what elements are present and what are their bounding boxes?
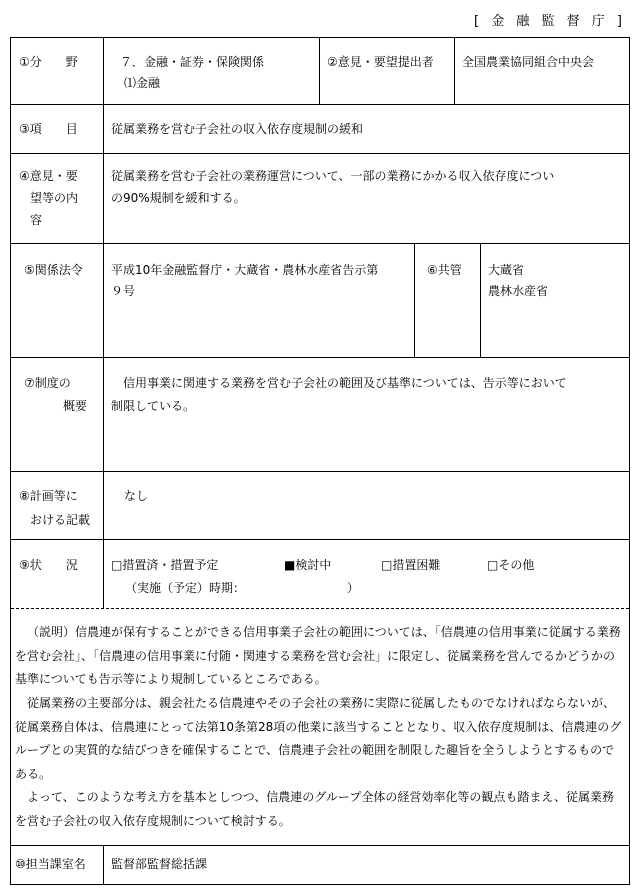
item-label: ③項 目 (19, 122, 78, 136)
request-content-label-3: 容 (30, 213, 43, 227)
field-value-line1: ７．金融・証券・保険関係 (120, 55, 265, 69)
responsible-division-label: ⑩担当課室名 (15, 857, 86, 871)
request-form-table (10, 37, 630, 885)
status-option-under-review: ■検討中 (284, 558, 332, 572)
submitter-label: ②意見・要望提出者 (327, 55, 434, 69)
column-divider (414, 243, 415, 357)
label-column-divider (103, 845, 104, 885)
system-outline-line2: 制限している。 (111, 399, 196, 413)
status-label: ⑨状 況 (19, 558, 78, 572)
plan-label-1: ⑧計画等に (19, 489, 78, 503)
field-label: ①分 野 (19, 55, 78, 69)
field-value-line2: ⑴金融 (124, 76, 161, 90)
plan-value: なし (124, 489, 149, 503)
item-value: 従属業務を営む子会社の収入依存度規制の緩和 (111, 122, 364, 136)
related-law-label: ⑤関係法令 (24, 263, 83, 277)
joint-jurisdiction-label: ⑥共管 (427, 263, 462, 277)
related-law-line1: 平成10年金融監督庁・大蔵省・農林水産省告示第 (111, 263, 379, 277)
responsible-division-value: 監督部監督総括課 (111, 857, 208, 871)
ministry-header: [ 金 融 監 督 庁 ] (474, 14, 626, 29)
row-divider-dashed (11, 608, 629, 609)
explanation-paragraph-1: （説明）信農連が保有することができる信用事業子会社の範囲については、「信農連の信用事業に従属する業務を営む会社」、「信農連の信用事業に付随・関連する業務を営む会社」に限定し、従属業務を営んでるかどうかの基準についても告示等により規制しているところである。 (15, 625, 621, 686)
system-outline-line1: 信用事業に関連する業務を営む子会社の範囲及び基準については、告示等において (123, 376, 567, 390)
joint-jurisdiction-line2: 農林水産省 (488, 284, 549, 298)
system-outline-label-1: ⑦制度の (24, 376, 71, 390)
request-content-label-2: 望等の内 (30, 191, 79, 205)
status-option-difficult: □措置困難 (381, 558, 441, 572)
plan-label-2: おける記載 (30, 513, 91, 527)
submitter-value: 全国農業協同組合中央会 (462, 55, 595, 69)
explanation-paragraph-2: 従属業務の主要部分は、親会社たる信農連やその子会社の業務に実際に従属したものでなければならないが、従属業務自体は、信農連にとって法第10条第28項の他業に該当することとなり、収入依存度規制は、信農連のグループとの実質的な結びつきを確保することで、信農連子会社の範囲を制限した趣旨を全うしようとするものである。 (15, 696, 622, 781)
system-outline-label-2: 概要 (63, 399, 88, 413)
related-law-line2: ９号 (111, 284, 136, 298)
column-divider (480, 243, 481, 357)
request-content-line2: の90%規制を緩和する。 (111, 191, 246, 205)
joint-jurisdiction-line1: 大蔵省 (488, 263, 525, 277)
column-divider (319, 38, 320, 104)
label-column-divider (103, 38, 104, 608)
column-divider (454, 38, 455, 104)
request-content-label-1: ④意見・要 (19, 169, 78, 183)
status-option-implemented: □措置済・措置予定 (111, 558, 219, 572)
implementation-timing: （実施（予定）時期： ） (125, 581, 360, 595)
request-content-line1: 従属業務を営む子会社の業務運営について、一部の業務にかかる収入依存度につい (111, 169, 555, 183)
status-option-other: □その他 (487, 558, 535, 572)
explanation-paragraph-3: よって、このような考え方を基本としつつ、信農連のグループ全体の経営効率化等の観点も踏まえ、従属業務を営む子会社の収入依存度規制について検討する。 (15, 790, 615, 828)
